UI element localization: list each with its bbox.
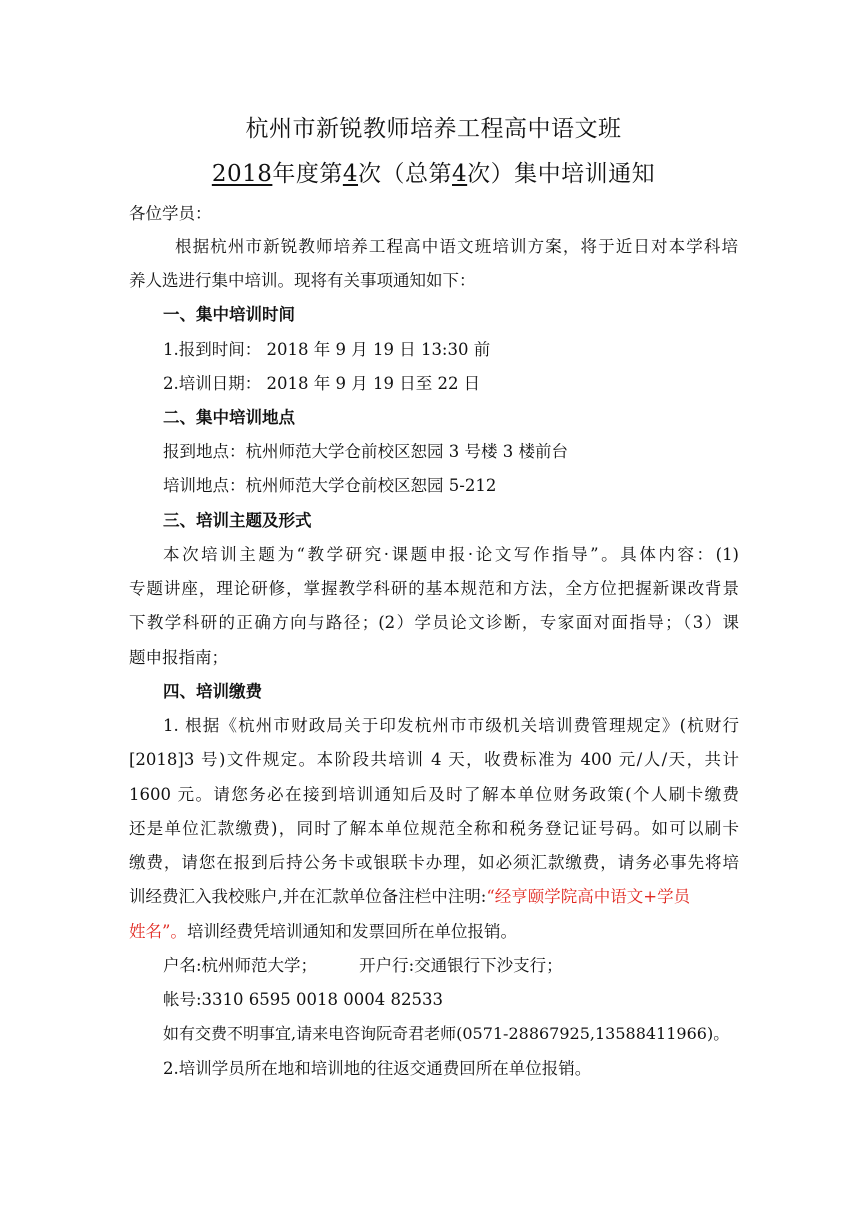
section-3-heading: 三、培训主题及形式 [163, 511, 312, 530]
intro-line-2: 养人选进行集中培训。现将有关事项通知如下： [129, 271, 476, 290]
section-2-heading: 二、集中培训地点 [163, 408, 295, 427]
document-title: 杭州市新锐教师培养工程高中语文班 [245, 116, 622, 142]
report-time: 1.报到时间： 2018 年 9 月 19 日 13:30 前 [163, 340, 491, 359]
training-date: 2.培训日期： 2018 年 9 月 19 日至 22 日 [163, 374, 481, 393]
subtitle-year: 2018 [211, 161, 273, 187]
account-info-line [163, 955, 773, 977]
section-4-item-2: 2.培训学员所在地和培训地的往返交通费回所在单位报销。 [163, 1059, 592, 1078]
payment-note-text: 训经费汇入我校账户,并在汇款单位备注栏中注明: [129, 887, 487, 906]
account-name: 户名:杭州师范大学； [163, 956, 318, 975]
subtitle-number-1: 4 [342, 161, 359, 187]
account-number: 帐号:3310 6595 0018 0004 82533 [163, 990, 443, 1009]
subtitle-part-c: 次）集中培训通知 [467, 161, 656, 187]
subtitle-part-b: 次（总第 [358, 161, 453, 187]
document-subtitle [0, 155, 867, 188]
subtitle-number-2: 4 [452, 161, 468, 187]
section-3-line-3: 下教学科研的正确方向与路径；(2）学员论文诊断，专家面对面指导；（3）课 [129, 613, 739, 632]
section-4-line-5: 缴费，请您在报到后持公务卡或银联卡办理，如必须汇款缴费，请务必事先将培 [129, 853, 739, 872]
bank-name: 开户行:交通银行下沙支行； [359, 956, 563, 975]
section-4-line-4: 还是单位汇款缴费)，同时了解本单位规范全称和税务登记证号码。如可以刷卡 [129, 819, 739, 838]
report-location: 报到地点：杭州师范大学仓前校区恕园 3 号楼 3 楼前台 [163, 442, 568, 461]
section-3-line-1: 本次培训主题为“教学研究·课题申报·论文写作指导”。具体内容：(1) [163, 545, 739, 564]
intro-line-1: 根据杭州市新锐教师培养工程高中语文班培训方案，将于近日对本学科培 [175, 237, 738, 256]
section-4-line-7 [129, 921, 739, 943]
section-4-line-6 [129, 886, 739, 908]
contact-info: 如有交费不明事宜,请来电咨询阮奇君老师(0571-28867925,13588411966)。 [163, 1024, 730, 1043]
section-4-line-3: 1600 元。请您务必在接到培训通知后及时了解本单位财务政策(个人刷卡缴费 [129, 785, 739, 804]
reimbursement-text: 培训经费凭培训通知和发票回所在单位报销。 [186, 922, 517, 941]
section-4-heading: 四、培训缴费 [163, 682, 262, 701]
subtitle-part-a: 年度第 [272, 161, 343, 187]
remark-highlight-end: 姓名”。 [129, 922, 187, 941]
salutation: 各位学员： [129, 204, 212, 223]
training-location: 培训地点：杭州师范大学仓前校区恕园 5-212 [163, 476, 497, 495]
section-1-heading: 一、集中培训时间 [163, 305, 295, 324]
section-4-line-1: 1. 根据《杭州市财政局关于印发杭州市市级机关培训费管理规定》(杭财行 [163, 716, 739, 735]
section-3-line-4: 题申报指南； [129, 648, 228, 667]
section-3-line-2: 专题讲座，理论研修，掌握教学科研的基本规范和方法，全方位把握新课改背景 [129, 579, 739, 598]
remark-highlight: “经亨颐学院高中语文+学员 [486, 887, 691, 906]
section-4-line-2: [2018]3 号)文件规定。本阶段共培训 4 天，收费标准为 400 元/人/天，共计 [129, 750, 739, 769]
